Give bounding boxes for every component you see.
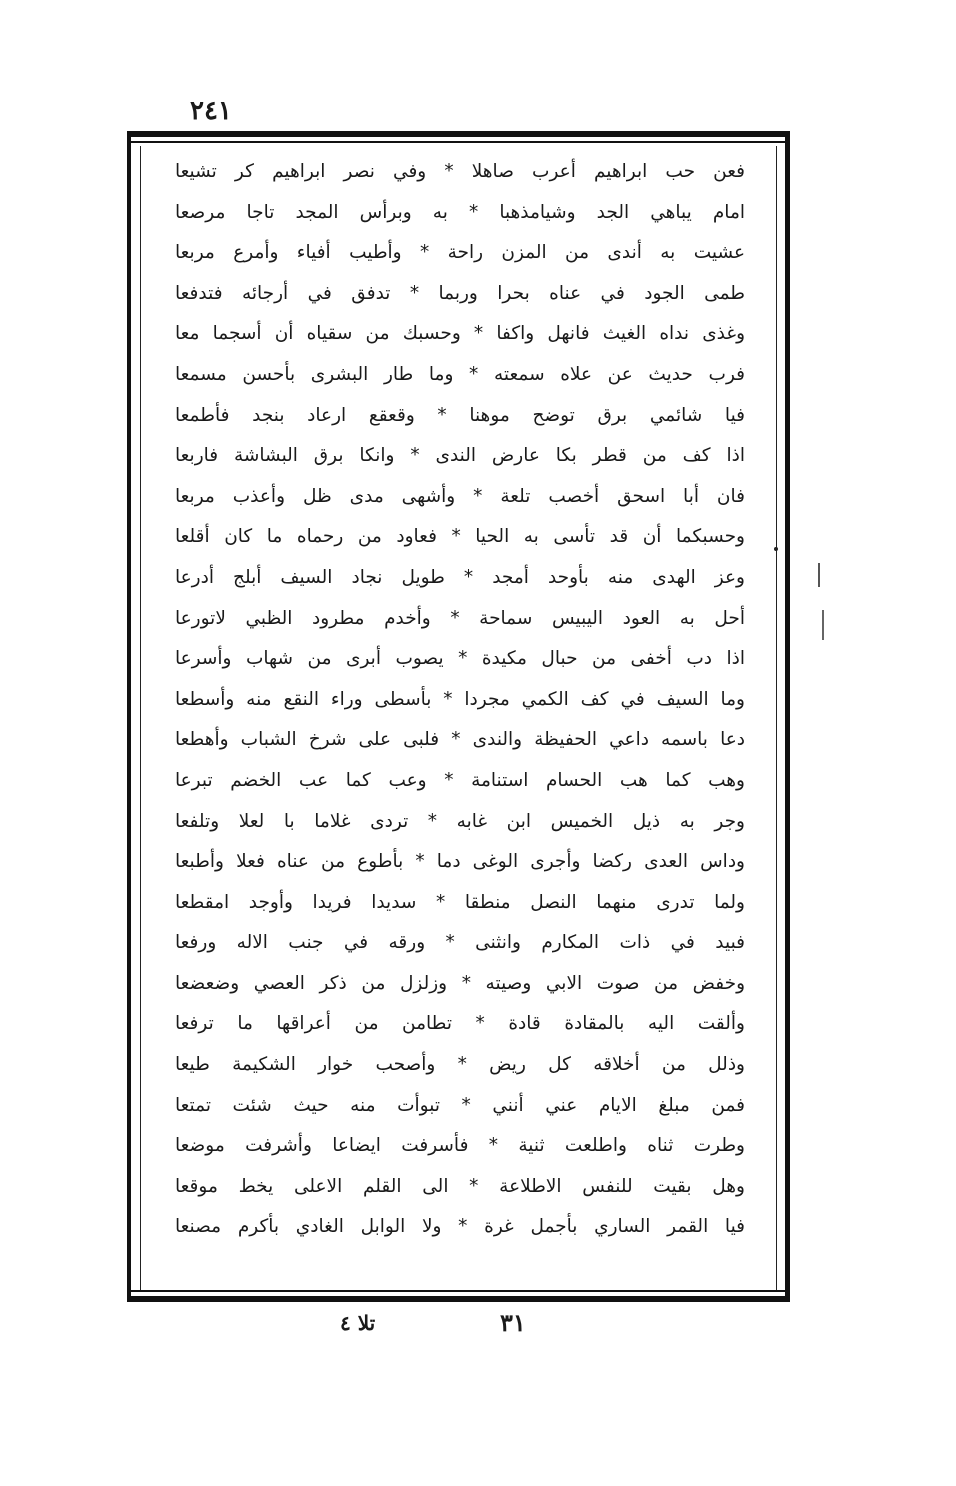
footer-page-number: ٣١: [500, 1308, 526, 1337]
verse-line: وجر به ذيل الخميس ابن غابه * تردى غلاما با لعلا وتلفعا: [175, 810, 745, 832]
verse-line: فبيد في ذات المكارم وانثنى * ورقه في جنب الاله ورفعا: [175, 932, 745, 954]
margin-mark: [818, 563, 820, 587]
verse-line: وما السيف في كف الكمي مجردا * بأسطى وراء النقع منه وأسطعا: [175, 688, 745, 710]
bottom-border-thin: [127, 1290, 790, 1292]
verse-line: امام يباهي الجد وشيامذهبا * به وبرأس المجد تاجا مرصعا: [175, 201, 745, 223]
verse-line: وألقت اليه بالمقادة قادة * تطامن من أعراقها ما ترفعا: [175, 1013, 745, 1035]
verse-line: دعا باسمه داعي الحفيظة والندى * فلبى على شرخ الشباب وأهطعا: [175, 729, 745, 751]
verse-line: وخفض من صوت الابي وصيته * وزلزل من ذكر العصي وضعضعا: [175, 972, 745, 994]
margin-mark: [822, 610, 824, 640]
page-number: ٢٤١: [190, 96, 232, 126]
verse-line: اذا كف من قطر بكا عارض الندى * وانكا برق البشاشة فاربعا: [175, 445, 745, 467]
verse-line: فيا القمر الساري بأجمل غرة * ولا الوابل الغادي بأكرم مصنعا: [175, 1216, 745, 1238]
verse-line: فيا شائمي برق توضح موهنا * وقعقع ارعاد بنجد فأطمعا: [175, 404, 745, 426]
verse-line: فان أبا اسحق أخصب تلعة * وأشهى مدى ظل وأعذب مربعا: [175, 485, 745, 507]
verse-line: وغذى نداه الغيث فانهل واكفا * وحسبك من سقياه أن أسجما معا: [175, 323, 745, 345]
verse-line: ولما تدرى منهما النصل منطقا * سديدا فريدا وأوجد امقطعا: [175, 891, 745, 913]
margin-mark: [774, 547, 778, 551]
verse-line: فعن حب ابراهيم أعرب صاهلا * وفي نصر ابراهيم كر تشيعا: [175, 161, 745, 182]
footer-signature: تلا ٤: [340, 1311, 376, 1335]
verse-line: وداس العدى ركضا وأجرى الوغى دما * بأطوع من عناه فعلا وأطبعا: [175, 851, 745, 873]
verse-line: فمن مبلغ الايام عني أنني * تبوأت منه حيث شئت تمتعا: [175, 1094, 745, 1116]
verse-line: أحل به العود اليبيس سماحة * وأخدم مطرود الظبي لاتورعا: [175, 607, 745, 629]
bottom-border-thick: [127, 1296, 790, 1302]
verse-line: وهل بقيت للنفس الاطلاعة * الى القلم الاعلى يخط موقعا: [175, 1175, 745, 1197]
verse-line: وعز الهدى منه بأوحد أمجد * طويل نجاد السيف أبلج أدرعا: [175, 566, 745, 588]
verse-line: وطرت ثناه واطلعت ثنية * فأسرفت ايضاعا وأشرفت موضعا: [175, 1135, 745, 1157]
poem-verses: [175, 152, 745, 1248]
verse-line: فرب حديث عن علاه سمعته * وما طار البشرى بأحسن مسمعا: [175, 363, 745, 385]
verse-line: وهب كما هب الحسام استنامة * وعب كما عب الخضم تبرعا: [175, 769, 745, 791]
verse-line: اذا دب أخفى من حبال مكيدة * يصوب أبرى من شهاب وأسرعا: [175, 648, 745, 670]
verse-line: عشيت به أندى من المزن راحة * وأطيب أفياء وأمرع مربعا: [175, 242, 745, 264]
verse-line: وحسبكما أن قد تأسى به الحيا * فعاود من رحماه ما كان أقلعا: [175, 526, 745, 548]
verse-line: وذلل من أخلاقه كل ريض * وأصحب خوار الشكيمة طيعا: [175, 1054, 745, 1076]
verse-line: طمى الجود في عناه بحرا وربما * تدفق في أرجائه فتدفعا: [175, 282, 745, 304]
